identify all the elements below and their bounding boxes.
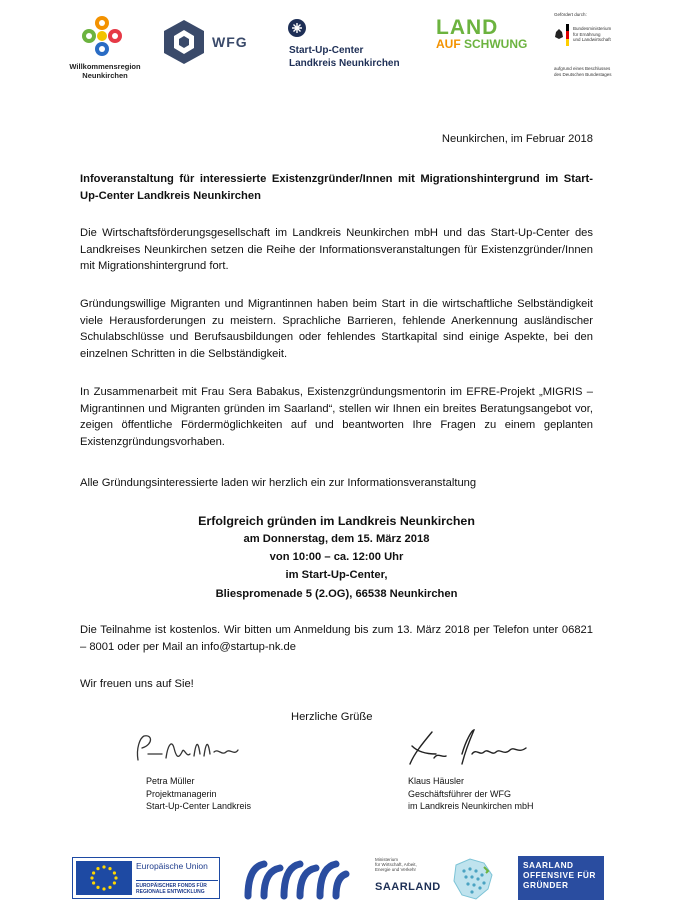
wfg-logo bbox=[160, 18, 270, 68]
signer-left-role: Projektmanagerin bbox=[146, 788, 217, 799]
signer-right-name: Klaus Häusler bbox=[408, 776, 465, 786]
land-line2-auf: AUF bbox=[436, 37, 461, 51]
bmel-name-3: und Landwirtschaft bbox=[573, 37, 611, 42]
paragraph-5: Die Teilnahme ist kostenlos. Wir bitten um Anmeldung bis zum 13. März 2018 per Telefon unter 06821 – 8001 oder per Mail an info@startup-nk.de bbox=[80, 624, 593, 653]
land-auf-schwung-logo bbox=[436, 18, 541, 68]
event-block bbox=[80, 512, 593, 603]
signature-left-block bbox=[146, 775, 346, 813]
bmel-name-2: für Ernährung bbox=[573, 31, 601, 37]
federal-eagle-icon bbox=[554, 28, 564, 40]
land-line2 bbox=[436, 38, 541, 51]
bmel-bottom-2: des Deutschen Bundestages bbox=[554, 71, 612, 77]
land-line2-schwung: SCHWUNG bbox=[464, 37, 528, 51]
sog-line2: OFFENSIVE FÜR bbox=[523, 870, 596, 880]
signer-left-org: Start-Up-Center Landkreis bbox=[146, 801, 252, 812]
saarland-ministry-logo bbox=[372, 855, 500, 901]
sog-line1: SAARLAND bbox=[523, 860, 574, 870]
bmel-top: Gefördert durch: bbox=[554, 12, 587, 17]
land-line1: LAND bbox=[436, 16, 499, 39]
paragraph-2: Gründungswillige Migranten und Migrantinnen haben beim Start in die wirtschaftliche Selbständigkeit viele Herausforderungen zu meistern. Sprachliche Barrieren, fehlende Anerkennung ausländischer Schulabschlüsse und Berufsausbildungen oder fehlendes Startkapital sind einige Aspekte, bei den einzelnen Schritten in die Selbständigkeit. bbox=[80, 298, 593, 360]
event-place: im Start-Up-Center, bbox=[285, 569, 388, 582]
bmel-name-1: Bundesministerium bbox=[573, 26, 612, 31]
willkommensregion-logo bbox=[60, 14, 150, 94]
signer-left-name: Petra Müller bbox=[146, 776, 195, 786]
signature-right-block bbox=[408, 775, 628, 813]
greeting-line: Herzliche Grüße bbox=[291, 711, 373, 723]
signature-right-scribble bbox=[402, 724, 542, 772]
willkommen-line2: Neunkirchen bbox=[82, 71, 128, 80]
startup-center-icon bbox=[287, 18, 307, 38]
saar-ministry-2: für Wirtschaft, Arbeit, bbox=[375, 862, 417, 867]
event-address: Bliespromenade 5 (2.OG), 66538 Neunkirchen bbox=[215, 587, 458, 600]
wfg-label: WFG bbox=[212, 34, 248, 50]
saarland-offensive-gruender-logo bbox=[518, 856, 604, 900]
signer-right-role: Geschäftsführer der WFG bbox=[408, 788, 512, 799]
german-flag-icon bbox=[566, 24, 569, 46]
bmel-logo bbox=[552, 12, 642, 82]
date-line: Neunkirchen, im Februar 2018 bbox=[441, 133, 593, 145]
paragraph-1: Die Wirtschaftsförderungsgesellschaft im Landkreis Neunkirchen mbH und das Start-Up-Center des Landkreises Neunkirchen setzen die Reihe der Informationsveranstaltungen für Existenzgründer/Innen mit Migrationshintergrund fort. bbox=[80, 227, 593, 273]
event-time: von 10:00 – ca. 12:00 Uhr bbox=[269, 551, 404, 564]
signer-right-org: im Landkreis Neunkirchen mbH bbox=[408, 801, 534, 812]
paragraph-4: Alle Gründungsinteressierte laden wir herzlich ein zur Informationsveranstaltung bbox=[80, 477, 477, 489]
closing-line: Wir freuen uns auf Sie! bbox=[80, 678, 194, 690]
willkommen-line1: Willkommensregion bbox=[69, 62, 141, 71]
paragraph-3: In Zusammenarbeit mit Frau Sera Babakus, Existenzgründungsmentorin im EFRE-Projekt „MIGRIS – Migrantinnen und Migranten gründen im Saarland“, stellen wir Ihnen ein breites Beratungsangebot vor, zeigen öffentliche Fördermöglichkeiten auf und beantworten Ihre Fragen zu einem geplanten Existenzgründungsvorhaben. bbox=[80, 386, 593, 448]
willkommensregion-icon bbox=[72, 14, 132, 62]
startup-center-logo bbox=[285, 18, 425, 78]
event-title: Erfolgreich gründen im Landkreis Neunkirchen bbox=[198, 514, 475, 528]
eu-sub-1: EUROPÄISCHER FONDS FÜR bbox=[136, 883, 207, 889]
sog-line3: GRÜNDER bbox=[523, 880, 569, 890]
eu-flag-icon bbox=[76, 861, 132, 895]
startup-line1: Start-Up-Center bbox=[289, 45, 364, 56]
eu-title: Europäische Union bbox=[136, 861, 208, 871]
eu-sub-2: REGIONALE ENTWICKLUNG bbox=[136, 889, 205, 895]
ff-arrows-logo bbox=[240, 856, 350, 902]
saarland-label: SAARLAND bbox=[375, 881, 441, 893]
eu-efre-logo bbox=[72, 857, 220, 899]
startup-line2: Landkreis Neunkirchen bbox=[289, 58, 400, 69]
saar-ministry-1: Ministerium bbox=[375, 857, 399, 862]
event-date: am Donnerstag, dem 15. März 2018 bbox=[243, 533, 430, 545]
wfg-hexagon-icon bbox=[160, 18, 208, 66]
saar-ministry-3: Energie und Verkehr bbox=[375, 867, 417, 872]
signature-left-scribble bbox=[128, 730, 248, 770]
saarland-map-icon bbox=[450, 857, 496, 901]
bmel-bottom-1: aufgrund eines Beschlusses bbox=[554, 66, 611, 71]
subject-line: Infoveranstaltung für interessierte Existenzgründer/Innen mit Migrationshintergrund im Start-Up-Center Landkreis Neunkirchen bbox=[80, 173, 593, 202]
